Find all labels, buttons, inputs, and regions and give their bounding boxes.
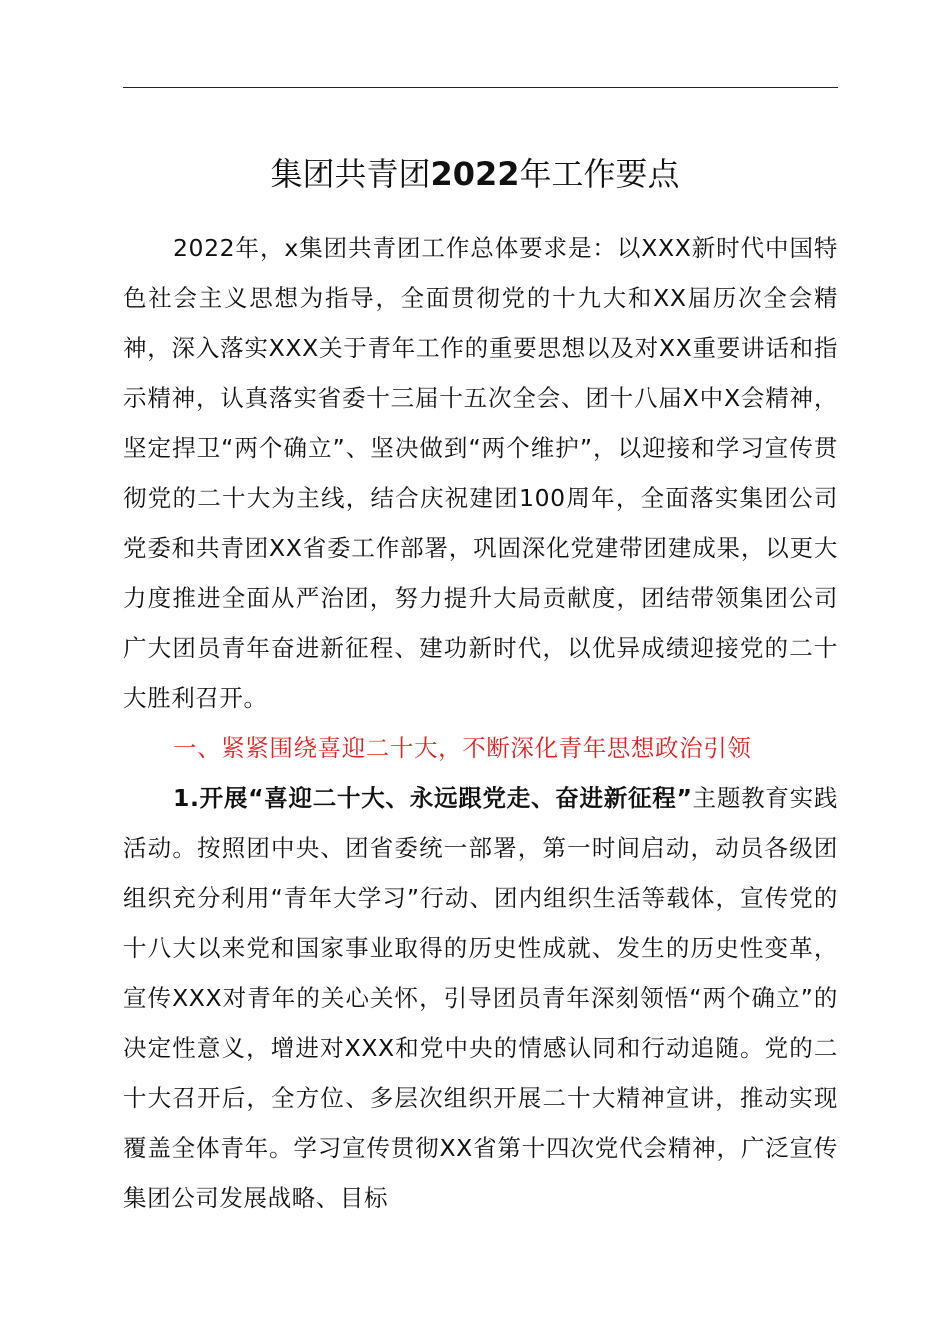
item-paragraph [123, 773, 838, 1223]
item-line: 感认同和行动追随。党的二十大召开后，全方位、多层次组织 [123, 1034, 838, 1112]
title-year: 2022 [430, 155, 520, 193]
header-rule [123, 87, 838, 88]
title-text-part1: 集团共青团 [270, 155, 431, 193]
intro-line: 程、建功新时代，以优异成绩迎接党的二十大胜利召开。 [123, 634, 838, 712]
section-heading: 一、紧紧围绕喜迎二十大，不断深化青年思想政治引领 [173, 734, 752, 762]
item-title: 1.开展“喜迎二十大、永远跟党走、奋进新征程” [173, 784, 693, 812]
document-body [123, 223, 838, 1223]
item-title-rest: 主题教育 [692, 784, 790, 812]
intro-line: 八届X中X会精神，坚定捍卫“两个确立”、坚决做到“两个维 [123, 384, 838, 462]
page-title [0, 150, 950, 198]
intro-line: 巩固深化党建带团建成果，以更大力度推进全面从严治团，努 [123, 534, 839, 612]
item-line: 实践活动。按照团中央、团省委统一部署，第一时间启动，动 [123, 784, 839, 862]
item-line: 开展二十大精神宣讲，推动实现覆盖全体青年。学习宣传贯彻 [123, 1084, 838, 1162]
item-line: 深刻领悟“两个确立”的决定性意义，增进对XXX和党中央的情 [123, 984, 839, 1062]
intro-line: 全会精神，深入落实XXX关于青年工作的重要思想以及对XX [123, 284, 838, 362]
intro-line: 力提升大局贡献度，团结带领集团公司广大团员青年奋进新征 [123, 584, 839, 662]
item-line: 员各级团组织充分利用“青年大学习”行动、团内组织生活等载 [123, 834, 838, 912]
item-line: XX省第十四次党代会精神，广泛宣传集团公司发展战略、目标 [123, 1134, 838, 1212]
intro-line: 重要讲话和指示精神，认真落实省委十三届十五次全会、团十 [123, 334, 838, 412]
item-line: 生的历史性变革，宣传XXX对青年的关心关怀，引导团员青年 [123, 934, 838, 1012]
intro-line: 国特色社会主义思想为指导，全面贯彻党的十九大和XX届历次 [123, 234, 839, 312]
title-text-part2: 年工作要点 [519, 155, 680, 193]
intro-line: 护”，以迎接和学习宣传贯彻党的二十大为主线，结合庆祝建团 [123, 434, 838, 512]
intro-line: 2022年，x集团共青团工作总体要求是：以XXX新时代中 [173, 234, 790, 262]
intro-paragraph [123, 223, 838, 723]
intro-line: 100周年，全面落实集团公司党委和共青团XX省委工作部署， [123, 484, 838, 562]
item-line: 体，宣传党的十八大以来党和国家事业取得的历史性成就、发 [123, 884, 838, 962]
